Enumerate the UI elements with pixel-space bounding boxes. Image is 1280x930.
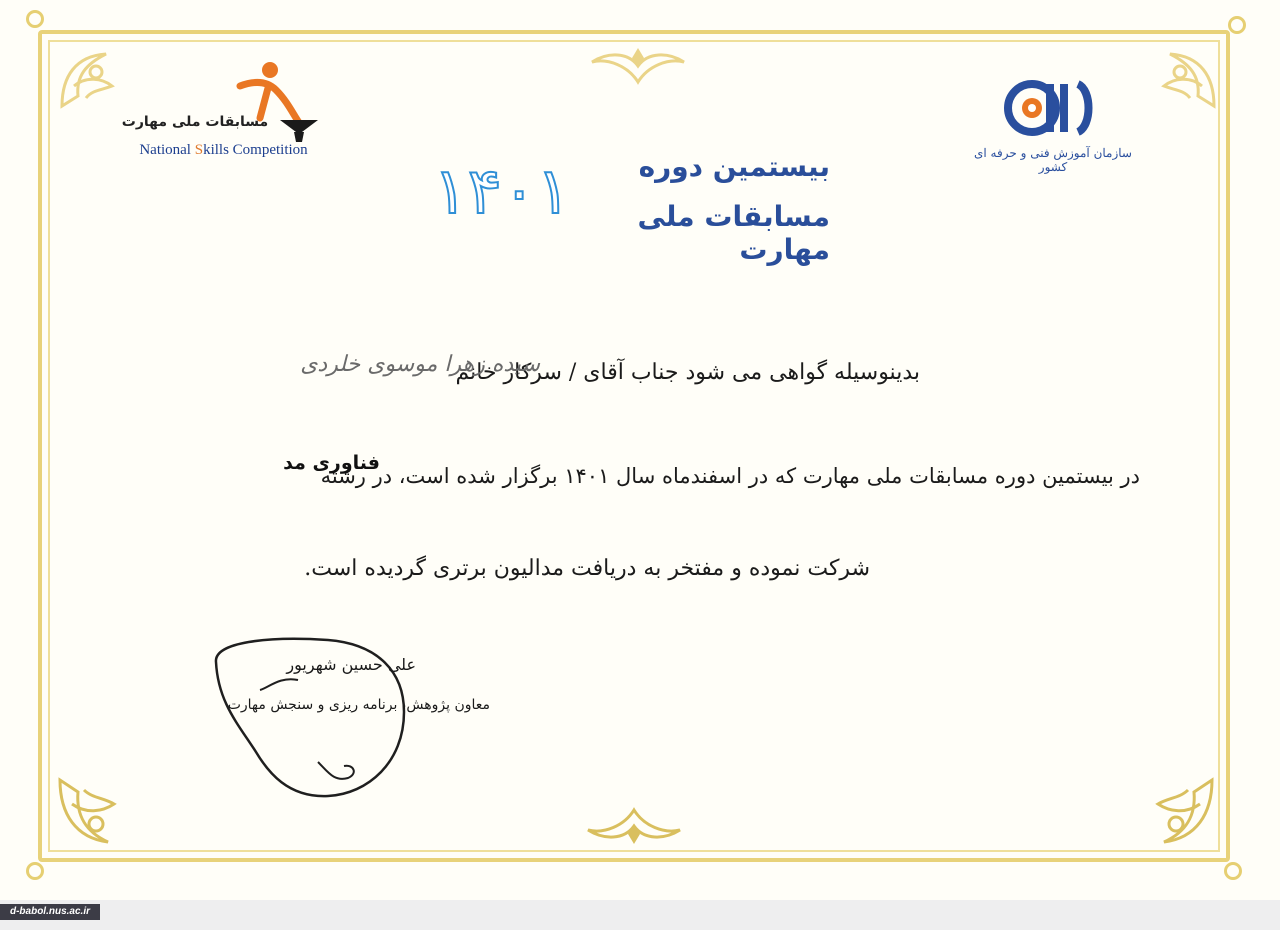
certificate-event-line: در بیستمین دوره مسابقات ملی مهارت که در اسفندماه سال ۱۴۰۱ برگزار شده است، در رشته	[320, 464, 1140, 488]
competition-field: فناوری مد	[283, 452, 380, 474]
footer-band	[0, 900, 1280, 930]
corner-ring-ornament	[1224, 862, 1242, 880]
title-en-part: National	[139, 142, 195, 158]
signatory-title: معاون پژوهش، برنامه ریزی و سنجش مهارت	[227, 697, 490, 713]
top-center-flourish-ornament	[588, 42, 688, 86]
certificate-intro-line: بدینوسیله گواهی می شود جناب آقای / سرکار خانم	[455, 360, 920, 385]
signatory-name: علی حسین شهریور	[286, 655, 416, 674]
footer-domain-label: d-babol.nus.ac.ir	[0, 904, 100, 920]
skills-competition-title-fa: مسابقات ملی مهارت	[121, 114, 269, 130]
title-en-highlight-letter: S	[194, 142, 204, 158]
corner-flourish-ornament	[52, 770, 136, 850]
corner-flourish-ornament	[1140, 46, 1220, 116]
certificate-award-line: شرکت نموده و مفتخر به دریافت مدالیون برتری گردیده است.	[304, 556, 870, 581]
corner-flourish-ornament	[1136, 770, 1220, 850]
tvto-logo-caption: سازمان آموزش فنی و حرفه ای کشور	[974, 146, 1132, 174]
bottom-center-flourish-ornament	[584, 806, 684, 850]
recipient-name: سیده زهرا موسوی خلردی	[300, 352, 540, 377]
heading-edition: بیستمین دوره	[638, 150, 830, 183]
corner-ring-ornament	[26, 10, 44, 28]
heading-year: ۱۴۰۱	[433, 155, 571, 229]
corner-ring-ornament	[26, 862, 44, 880]
title-en-part: kills Competition	[203, 142, 308, 158]
heading-competition-title: مسابقات ملی مهارت	[637, 200, 830, 266]
corner-ring-ornament	[1228, 16, 1246, 34]
skills-competition-title-en	[116, 142, 331, 159]
